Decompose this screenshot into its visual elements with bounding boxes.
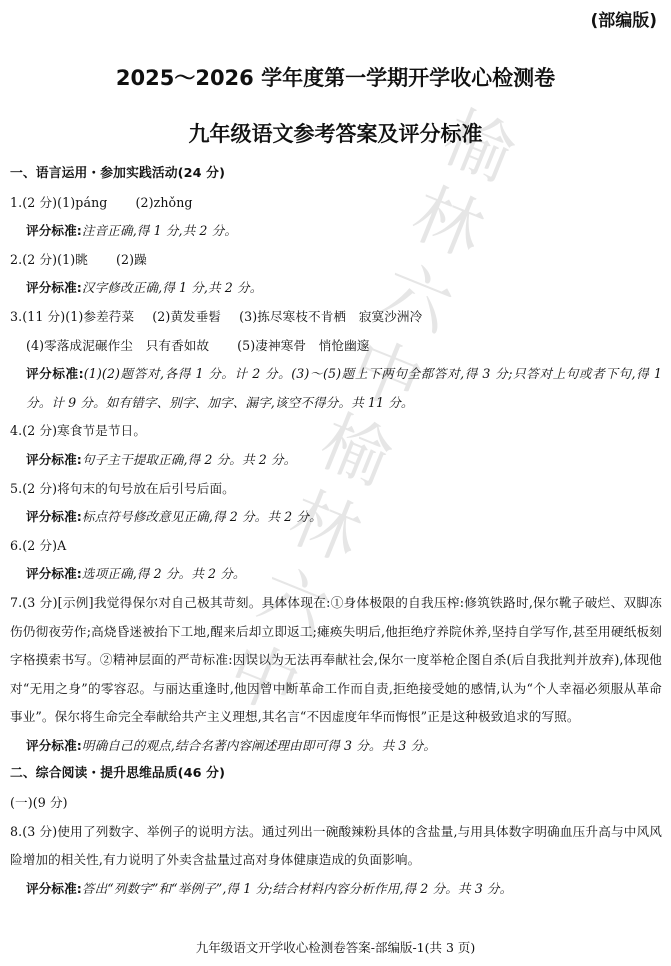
answer-part: (1)眺 xyxy=(57,251,88,267)
scoring-criteria xyxy=(10,875,662,904)
answer-part: (3)拣尽寒枝不肯栖 寂寞沙洲冷 xyxy=(239,308,423,324)
scoring-criteria xyxy=(10,217,662,246)
part-label: (一)(9 分) xyxy=(10,795,68,811)
criteria-text: 选项正确,得 2 分。共 2 分。 xyxy=(81,566,246,582)
question-8 xyxy=(10,818,662,875)
scoring-criteria xyxy=(10,446,662,475)
answer-body xyxy=(10,160,662,903)
answer-part: (2)躁 xyxy=(116,251,147,267)
question-number: 6. xyxy=(10,537,23,553)
answer-text: 寒食节是节日。 xyxy=(57,423,147,439)
question-score: (2 分) xyxy=(22,480,58,496)
question-6 xyxy=(10,532,662,561)
criteria-text: 标点符号修改意见正确,得 2 分。共 2 分。 xyxy=(81,509,322,525)
edition-label: (部编版) xyxy=(590,11,657,31)
question-number: 3. xyxy=(10,308,23,324)
criteria-label: 评分标准: xyxy=(26,880,82,896)
question-score: (3 分) xyxy=(22,823,58,839)
criteria-text: 汉字修改正确,得 1 分,共 2 分。 xyxy=(81,280,263,296)
question-number: 5. xyxy=(10,480,23,496)
answer-text: 使用了列数字、举例子的说明方法。通过列出一碗酸辣粉具体的含盐量,与用具体数字明确血压升高与中风风险增加的相关性,有力说明了外卖含盐量过高对身体健康造成的负面影响。 xyxy=(10,823,662,868)
answer-text: A xyxy=(57,537,67,553)
question-3-continued xyxy=(10,332,662,361)
answer-part: (1)参差荇菜 xyxy=(65,308,135,324)
answer-text: [示例]我觉得保尔对自己极其苛刻。具体体现在:①身体极限的自我压榨:修筑铁路时,保尔靴子破烂、双脚冻伤仍彻夜劳作;高烧昏迷被抬下工地,醒来后却立即返工;瘫痪失明后,他拒绝疗养院休养,坚持自学写作,甚至用硬纸板刻字格摸索书写。②精神层面的严苛标准:因误以为无法再奉献社会,保尔一度举枪企图自杀(后自我批判并放弃),体现他对“无用之身”的零容忍。与丽达重逢时,他因曾中断革命工作而自责,拒绝接受她的感情,认为“个人幸福必须服从革命事业”。保尔将生命完全奉献给共产主义理想,其名言“不因虚度年华而悔恨”正是这种极致追求的写照。 xyxy=(10,594,663,725)
exam-title: 2025～2026 学年度第一学期开学收心检测卷 xyxy=(115,66,556,90)
question-score: (2 分) xyxy=(22,423,58,439)
scoring-criteria xyxy=(10,732,662,761)
section-heading: 二、综合阅读・提升思维品质(46 分) xyxy=(10,766,226,782)
question-number: 4. xyxy=(10,423,23,439)
question-number: 2. xyxy=(10,251,23,267)
scoring-criteria xyxy=(10,274,662,303)
question-score: (2 分) xyxy=(22,194,58,210)
answer-part: (4)零落成泥碾作尘 只有香如故 xyxy=(26,337,210,353)
answer-part: (2)黄发垂髫 xyxy=(152,308,222,324)
criteria-label: 评分标准: xyxy=(26,737,82,753)
criteria-label: 评分标准: xyxy=(26,366,84,382)
criteria-text: (1)(2)题答对,各得 1 分。计 2 分。(3)～(5)题上下两句全都答对,得 3 分;只答对上句或者下句,得 1 分。计 9 分。如有错字、别字、加字、漏字,该空不得分。共 11 分。 xyxy=(26,366,662,410)
question-score: (2 分) xyxy=(22,537,58,553)
criteria-text: 明确自己的观点,结合名著内容阐述理由即可得 3 分。共 3 分。 xyxy=(81,737,437,753)
question-7 xyxy=(10,589,662,732)
question-2 xyxy=(10,246,662,275)
question-number: 8. xyxy=(10,823,23,839)
question-number: 1. xyxy=(10,194,23,210)
question-score: (2 分) xyxy=(22,251,58,267)
criteria-text: 注音正确,得 1 分,共 2 分。 xyxy=(81,223,238,239)
criteria-label: 评分标准: xyxy=(26,223,82,239)
section-heading: 一、语言运用・参加实践活动(24 分) xyxy=(10,166,226,181)
watermark: 榆林六中榆林六中 xyxy=(217,98,525,729)
criteria-text: 答出“列数字”和“举例子”,得 1 分;结合材料内容分析作用,得 2 分。共 3 分。 xyxy=(81,880,513,896)
scoring-criteria xyxy=(10,560,662,589)
question-score: (11 分) xyxy=(22,308,66,324)
question-score: (3 分) xyxy=(22,594,58,610)
question-1 xyxy=(10,189,662,218)
criteria-text: 句子主干提取正确,得 2 分。共 2 分。 xyxy=(81,451,297,467)
scoring-criteria xyxy=(10,503,662,532)
scoring-criteria xyxy=(10,360,662,417)
answer-text: 将句末的句号放在后引号后面。 xyxy=(57,480,235,496)
exam-subtitle: 九年级语文参考答案及评分标准 xyxy=(188,122,483,146)
question-4 xyxy=(10,417,662,446)
question-3 xyxy=(10,303,662,332)
answer-part: (5)凄神寒骨 悄怆幽邃 xyxy=(237,337,370,353)
answer-part: (1)páng xyxy=(57,194,108,210)
question-5 xyxy=(10,475,662,504)
criteria-label: 评分标准: xyxy=(26,566,82,582)
criteria-label: 评分标准: xyxy=(26,509,82,525)
criteria-label: 评分标准: xyxy=(26,280,82,296)
question-number: 7. xyxy=(10,594,23,610)
criteria-label: 评分标准: xyxy=(26,451,82,467)
answer-part: (2)zhǒng xyxy=(135,194,193,210)
page-footer: 九年级语文开学收心检测卷答案-部编版-1(共 3 页) xyxy=(195,940,476,955)
